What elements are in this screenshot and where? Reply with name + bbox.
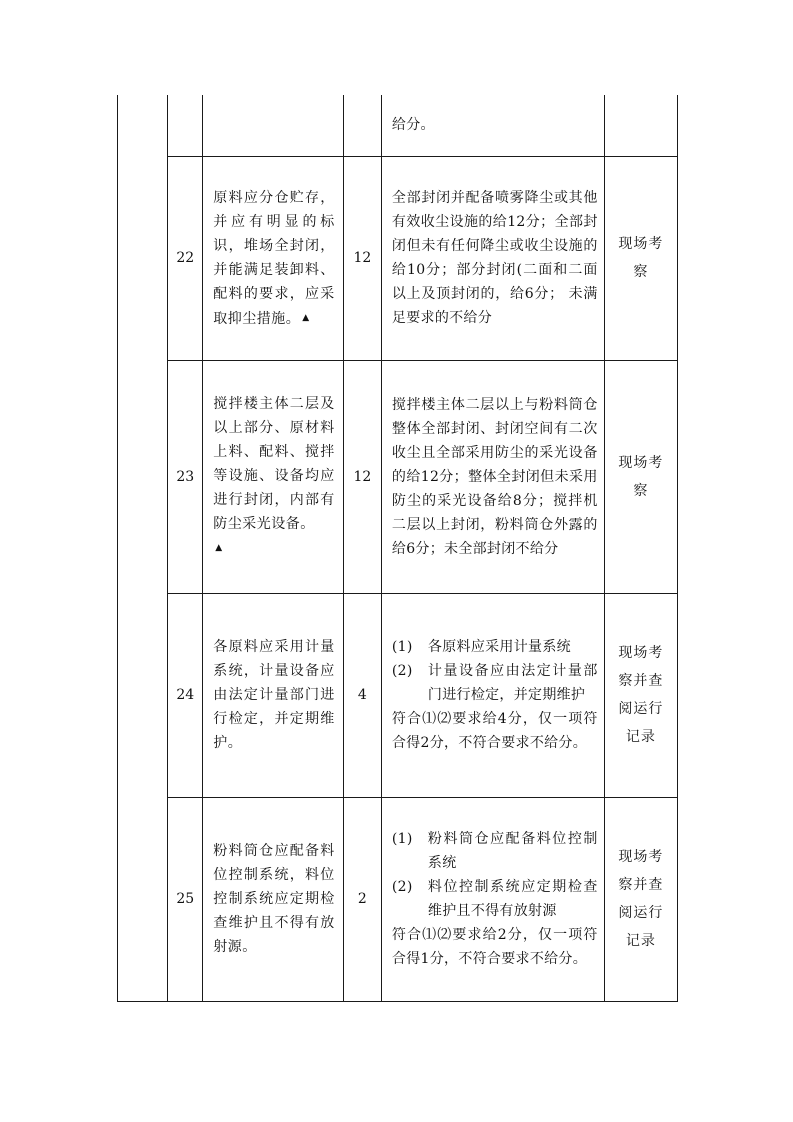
criteria-scoring: 符合⑴⑵要求给4分，仅一项符合得2分，不符合要求不给分。 [391,711,598,751]
item-number: (2) [391,663,413,679]
method-text: 现场考察并查阅运行记录 [618,849,664,949]
table-row [118,593,678,797]
criteria-item [392,659,598,707]
requirement-text [203,392,343,561]
criteria-item [392,635,598,659]
requirement-cell [203,95,344,156]
method-text: 现场考察 [618,454,664,499]
score-cell: 2 [343,797,381,1001]
item-text: 料位控制系统应定期检查维护且不得有放射源 [427,879,598,919]
item-number: (1) [391,831,413,847]
item-number: (2) [391,879,413,895]
method-cell [604,360,677,593]
criteria-cell [381,797,604,1001]
criteria-cell [381,156,604,360]
score-cell: 4 [343,593,381,797]
method-cell [604,593,677,797]
row-number-cell [168,95,203,156]
method-cell [604,797,677,1001]
criteria-item [392,875,598,923]
item-number: (1) [391,639,413,655]
criteria-text [382,635,604,755]
method-text: 现场考察并查阅运行记录 [618,645,664,745]
criteria-scoring: 符合⑴⑵要求给2分，仅一项符合得1分，不符合要求不给分。 [391,927,598,967]
item-text: 各原料应采用计量系统 [427,639,571,655]
assessment-table [117,95,678,1002]
table-row [118,360,678,593]
table-row [118,95,678,156]
score-cell: 12 [343,156,381,360]
criteria-text: 给分。 [391,117,435,134]
table-row [118,797,678,1001]
row-number-cell: 24 [168,593,203,797]
criteria-cell [381,360,604,593]
criteria-item [392,827,598,875]
criteria-text: 全部封闭并配备喷雾降尘或其他有效收尘设施的给12分；全部封闭但未有任何降尘或收尘设施的给10分；部分封闭(二面和二面以上及顶封闭的，给6分； 未满足要求的不给分 [391,190,598,326]
method-text: 现场考察 [618,236,664,280]
criteria-cell [381,593,604,797]
row-number-cell: 25 [168,797,203,1001]
row-number-cell: 23 [168,360,203,593]
requirement-cell [203,797,344,1001]
method-cell [604,95,677,156]
item-text: 计量设备应由法定计量部门进行检定，并定期维护 [427,663,598,703]
requirement-body: 搅拌楼主体二层及以上部分、原材料上料、配料、搅拌等设施、设备均应进行封闭，内部有防尘采光设备。 [213,396,335,532]
requirement-cell [203,360,344,593]
requirement-text: 粉料筒仓应配备料位控制系统，料位控制系统应定期检查维护且不得有放射源。 [213,843,335,955]
table-row [118,156,678,360]
item-text: 粉料筒仓应配备料位控制系统 [427,831,598,871]
category-cell [118,95,168,1001]
criteria-cell [381,95,604,156]
score-cell: 12 [343,360,381,593]
score-cell [343,95,381,156]
key-item-marker: ▲ [302,312,310,323]
criteria-text [382,827,604,971]
requirement-cell [203,156,344,360]
requirement-text: 各原料应采用计量系统，计量设备应由法定计量部门进行检定，并定期维护。 [213,639,335,751]
method-cell [604,156,677,360]
requirement-cell [203,593,344,797]
requirement-text [203,186,343,331]
criteria-text: 搅拌楼主体二层以上与粉料筒仓整体全部封闭、封闭空间有二次收尘且全部采用防尘的采光设备的给12分；整体全封闭但未采用防尘的采光设备给8分；搅拌机二层以上封闭，粉料筒仓外露的给6分；未全部封闭不给分 [391,396,598,557]
key-item-marker: ▲ [215,543,223,553]
row-number-cell: 22 [168,156,203,360]
requirement-body: 原料应分仓贮存，并应有明显的标识，堆场全封闭，并能满足装卸料、配料的要求，应采取抑尘措施。 [213,189,335,327]
